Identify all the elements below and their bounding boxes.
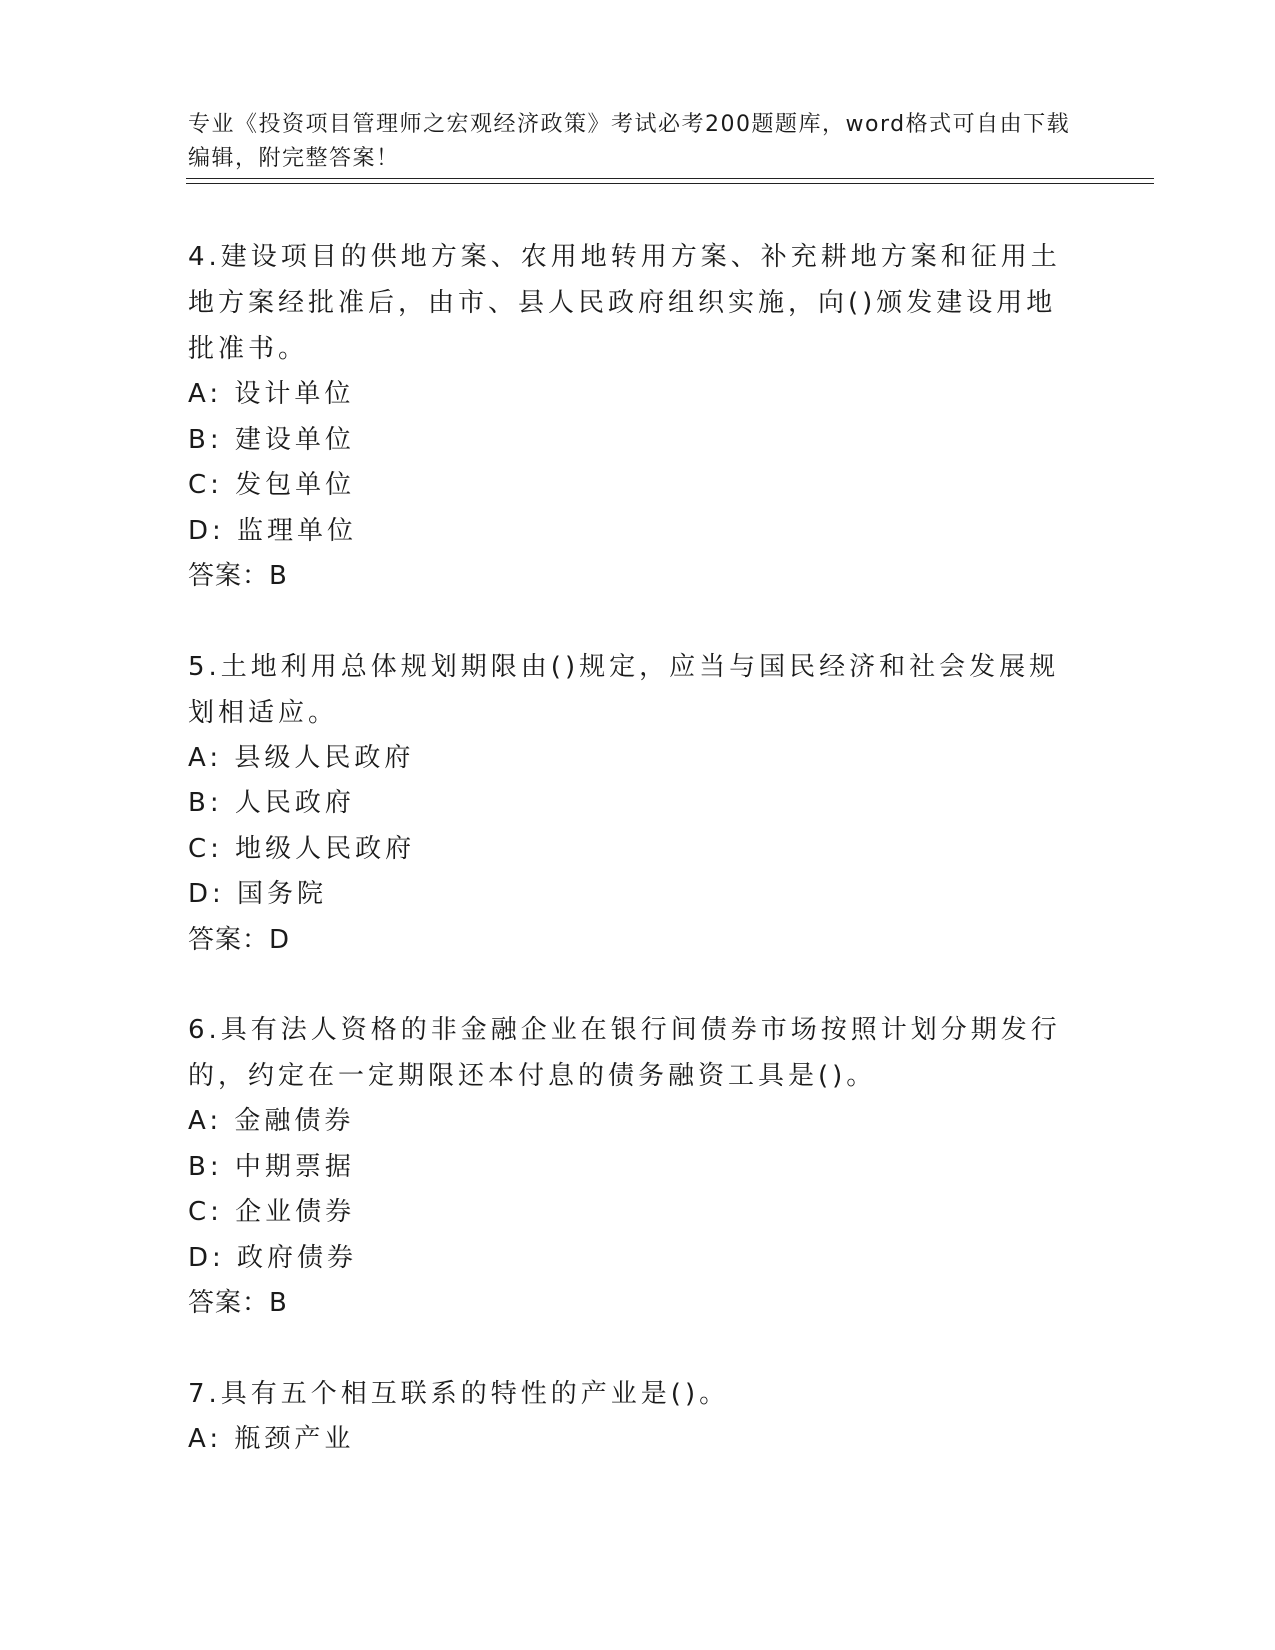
option-a: A: 金融债券 bbox=[188, 1106, 355, 1136]
option-a: A: 设计单位 bbox=[188, 379, 355, 409]
option-c: C: 发包单位 bbox=[188, 470, 356, 500]
option-d: D: 国务院 bbox=[188, 879, 328, 909]
answer: 答案：B bbox=[188, 1288, 288, 1318]
question-stem: 5.土地利用总体规划期限由()规定，应当与国民经济和社会发展规划相适应。 bbox=[188, 651, 1060, 728]
document-header bbox=[188, 74, 1088, 176]
option-a: A: 瓶颈产业 bbox=[188, 1423, 355, 1454]
question-stem: 6.具有法人资格的非金融企业在银行间债券市场按照计划分期发行的，约定在一定期限还本付息的债务融资工具是()。 bbox=[188, 1015, 1061, 1091]
option-c: C: 企业债券 bbox=[188, 1197, 356, 1227]
question-stem: 4.建设项目的供地方案、农用地转用方案、补充耕地方案和征用土地方案经批准后，由市、县人民政府组织实施，向()颁发建设用地批准书。 bbox=[188, 242, 1061, 364]
question-list bbox=[188, 234, 1068, 1506]
option-b: B: 中期票据 bbox=[188, 1151, 355, 1182]
header-divider-top bbox=[186, 178, 1154, 179]
option-b: B: 建设单位 bbox=[188, 424, 355, 455]
option-b: B: 人民政府 bbox=[188, 788, 355, 818]
answer: 答案：B bbox=[188, 561, 288, 591]
question-4 bbox=[188, 234, 1068, 600]
answer: 答案：D bbox=[188, 924, 291, 955]
option-a: A: 县级人民政府 bbox=[188, 742, 415, 773]
option-c: C: 地级人民政府 bbox=[188, 833, 416, 864]
option-d: D: 政府债券 bbox=[188, 1242, 358, 1273]
header-divider-bottom bbox=[186, 183, 1154, 184]
question-6 bbox=[188, 1007, 1068, 1327]
header-text: 专业《投资项目管理师之宏观经济政策》考试必考200题题库，word格式可自由下载编辑，附完整答案！ bbox=[188, 112, 1071, 171]
option-d: D: 监理单位 bbox=[188, 515, 358, 546]
question-7 bbox=[188, 1371, 1068, 1463]
question-stem: 7.具有五个相互联系的特性的产业是()。 bbox=[188, 1378, 730, 1409]
question-5 bbox=[188, 644, 1068, 964]
